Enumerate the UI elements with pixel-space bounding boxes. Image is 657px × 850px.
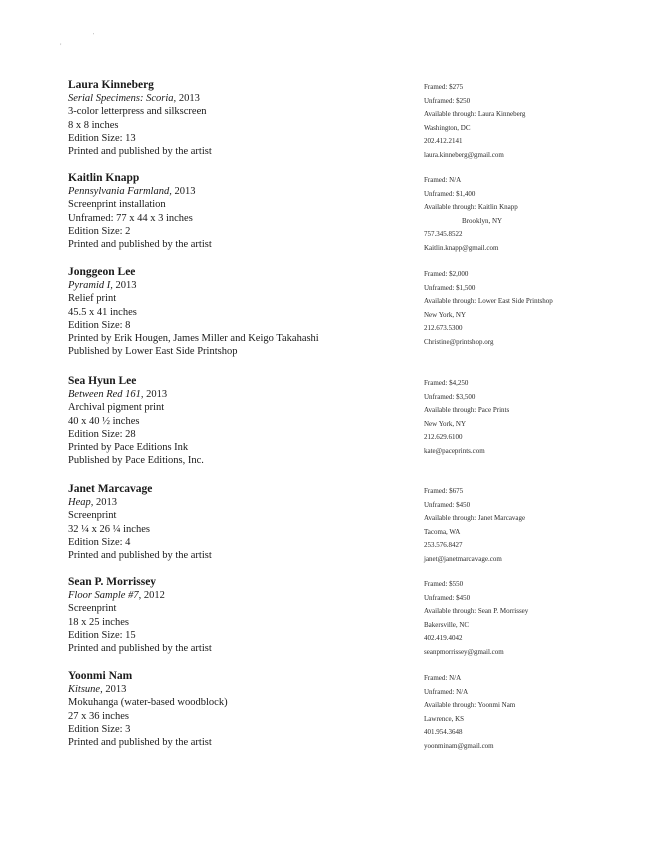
scan-speck: ' — [93, 33, 95, 39]
artwork-details — [68, 483, 398, 562]
artwork-title-line — [68, 388, 398, 401]
location: New York, NY — [424, 419, 467, 428]
artist-name: Sea Hyun Lee — [68, 375, 137, 387]
availability-info — [424, 672, 654, 754]
unframed-price: Unframed: $1,500 — [424, 283, 476, 292]
artist-name: Kaitlin Knapp — [68, 172, 140, 184]
artwork-title: Pyramid I, — [68, 280, 113, 291]
artwork-title-line — [68, 185, 398, 198]
available-through: Available through: Lower East Side Printshop — [424, 297, 553, 306]
phone: 401.954.3648 — [424, 728, 463, 737]
artwork-year: 2013 — [93, 497, 117, 508]
availability-info — [424, 485, 654, 567]
available-through: Available through: Sean P. Morrissey — [424, 607, 529, 616]
artwork-title-line — [68, 496, 398, 509]
location: New York, NY — [424, 310, 467, 319]
email: seanpmorrissey@gmail.com — [424, 647, 504, 656]
printer: Printed by Pace Editions Ink — [68, 442, 189, 454]
artwork-title: Heap, — [68, 497, 94, 508]
printer-publisher: Printed and published by the artist — [68, 737, 212, 749]
artwork-year: 2012 — [141, 590, 165, 601]
edition-size: Edition Size: 2 — [68, 225, 131, 237]
phone: 757.345.8522 — [424, 230, 463, 239]
phone: 202.412.2141 — [424, 137, 463, 146]
edition-size: Edition Size: 8 — [68, 319, 131, 331]
dimensions: 32 ¼ x 26 ¼ inches — [68, 523, 150, 535]
medium: Relief print — [68, 293, 117, 305]
artwork-year: 2013 — [171, 186, 196, 197]
artwork-details — [68, 375, 398, 468]
email: Christine@printshop.org — [424, 337, 494, 346]
email: yoonminam@gmail.com — [424, 741, 494, 750]
artwork-details — [68, 79, 398, 158]
phone: 212.673.5300 — [424, 324, 463, 333]
printer-publisher: Printed and published by the artist — [68, 239, 212, 251]
artist-name: Sean P. Morrissey — [68, 576, 157, 588]
email: Kaitlin.knapp@gmail.com — [424, 243, 499, 252]
artist-name: Laura Kinneberg — [68, 79, 154, 91]
artwork-title-line — [68, 92, 398, 105]
artwork-details — [68, 266, 398, 359]
printer-publisher: Printed and published by the artist — [68, 643, 212, 655]
availability-info — [424, 81, 654, 163]
location: Bakersville, NC — [424, 620, 470, 629]
artwork-year: 2013 — [143, 389, 168, 400]
available-through: Available through: Pace Prints — [424, 406, 510, 415]
unframed-price: Unframed: N/A — [424, 687, 469, 696]
edition-size: Edition Size: 15 — [68, 629, 136, 641]
available-through: Available through: Janet Marcavage — [424, 514, 526, 523]
artwork-details — [68, 576, 398, 655]
edition-size: Edition Size: 3 — [68, 723, 131, 735]
artwork-title-line — [68, 589, 398, 602]
available-through: Available through: Kaitlin Knapp — [424, 203, 518, 212]
artist-name: Yoonmi Nam — [68, 670, 133, 682]
artwork-title: Serial Specimens: Scoria, — [68, 93, 177, 104]
artwork-details — [68, 670, 398, 749]
framed-price: Framed: $675 — [424, 487, 464, 495]
unframed-price: Unframed: $3,500 — [424, 392, 476, 401]
framed-price: Framed: N/A — [424, 674, 462, 682]
unframed-price: Unframed: $450 — [424, 593, 471, 602]
availability-info — [424, 268, 654, 350]
artwork-title-line — [68, 683, 398, 696]
artwork-year: 2013 — [112, 280, 137, 291]
medium: Screenprint installation — [68, 199, 166, 211]
unframed-price: Unframed: $1,400 — [424, 189, 476, 198]
printer-publisher: Printed and published by the artist — [68, 146, 212, 158]
artwork-title-line — [68, 279, 398, 292]
location: Brooklyn, NY — [462, 216, 503, 225]
artist-name: Janet Marcavage — [68, 483, 153, 495]
edition-size: Edition Size: 4 — [68, 536, 131, 548]
scan-speck: , — [60, 40, 62, 46]
dimensions: 27 x 36 inches — [68, 710, 129, 722]
availability-info — [424, 174, 654, 256]
phone: 253.576.8427 — [424, 541, 463, 550]
publisher: Published by Lower East Side Printshop — [68, 346, 238, 358]
edition-size: Edition Size: 28 — [68, 428, 136, 440]
framed-price: Framed: N/A — [424, 176, 462, 184]
artwork-title: Between Red 161, — [68, 389, 144, 400]
email: laura.kinneberg@gmail.com — [424, 150, 504, 159]
medium: Screenprint — [68, 510, 117, 522]
availability-info — [424, 578, 654, 660]
framed-price: Framed: $2,000 — [424, 270, 469, 278]
printer-publisher: Printed and published by the artist — [68, 550, 212, 562]
dimensions: 8 x 8 inches — [68, 119, 119, 131]
location: Tacoma, WA — [424, 527, 461, 536]
phone: 212.629.6100 — [424, 433, 463, 442]
artwork-year: 2013 — [176, 93, 200, 104]
printer: Printed by Erik Hougen, James Miller and Keigo Takahashi — [68, 333, 319, 345]
framed-price: Framed: $275 — [424, 83, 464, 91]
medium: Screenprint — [68, 603, 117, 615]
unframed-price: Unframed: $250 — [424, 96, 471, 105]
medium: 3-color letterpress and silkscreen — [68, 106, 207, 118]
artwork-year: 2013 — [102, 684, 127, 695]
email: janet@janetmarcavage.com — [424, 554, 502, 563]
dimensions: 40 x 40 ½ inches — [68, 415, 140, 427]
artwork-details — [68, 172, 398, 251]
dimensions: Unframed: 77 x 44 x 3 inches — [68, 212, 193, 224]
location: Washington, DC — [424, 123, 471, 132]
unframed-price: Unframed: $450 — [424, 500, 471, 509]
publisher: Published by Pace Editions, Inc. — [68, 455, 204, 467]
artwork-title: Kitsune, — [68, 684, 103, 695]
phone: 402.419.4042 — [424, 634, 463, 643]
email: kate@paceprints.com — [424, 446, 485, 455]
edition-size: Edition Size: 13 — [68, 132, 136, 144]
framed-price: Framed: $4,250 — [424, 379, 469, 387]
artist-name: Jonggeon Lee — [68, 266, 136, 278]
availability-info — [424, 377, 654, 459]
framed-price: Framed: $550 — [424, 580, 464, 588]
available-through: Available through: Laura Kinneberg — [424, 110, 526, 119]
dimensions: 18 x 25 inches — [68, 616, 129, 628]
artwork-title: Floor Sample #7, — [68, 590, 142, 601]
medium: Archival pigment print — [68, 402, 165, 414]
artwork-title: Pennsylvania Farmland, — [68, 186, 172, 197]
location: Lawrence, KS — [424, 714, 465, 723]
available-through: Available through: Yoonmi Nam — [424, 701, 516, 710]
medium: Mokuhanga (water-based woodblock) — [68, 697, 228, 709]
dimensions: 45.5 x 41 inches — [68, 306, 137, 318]
